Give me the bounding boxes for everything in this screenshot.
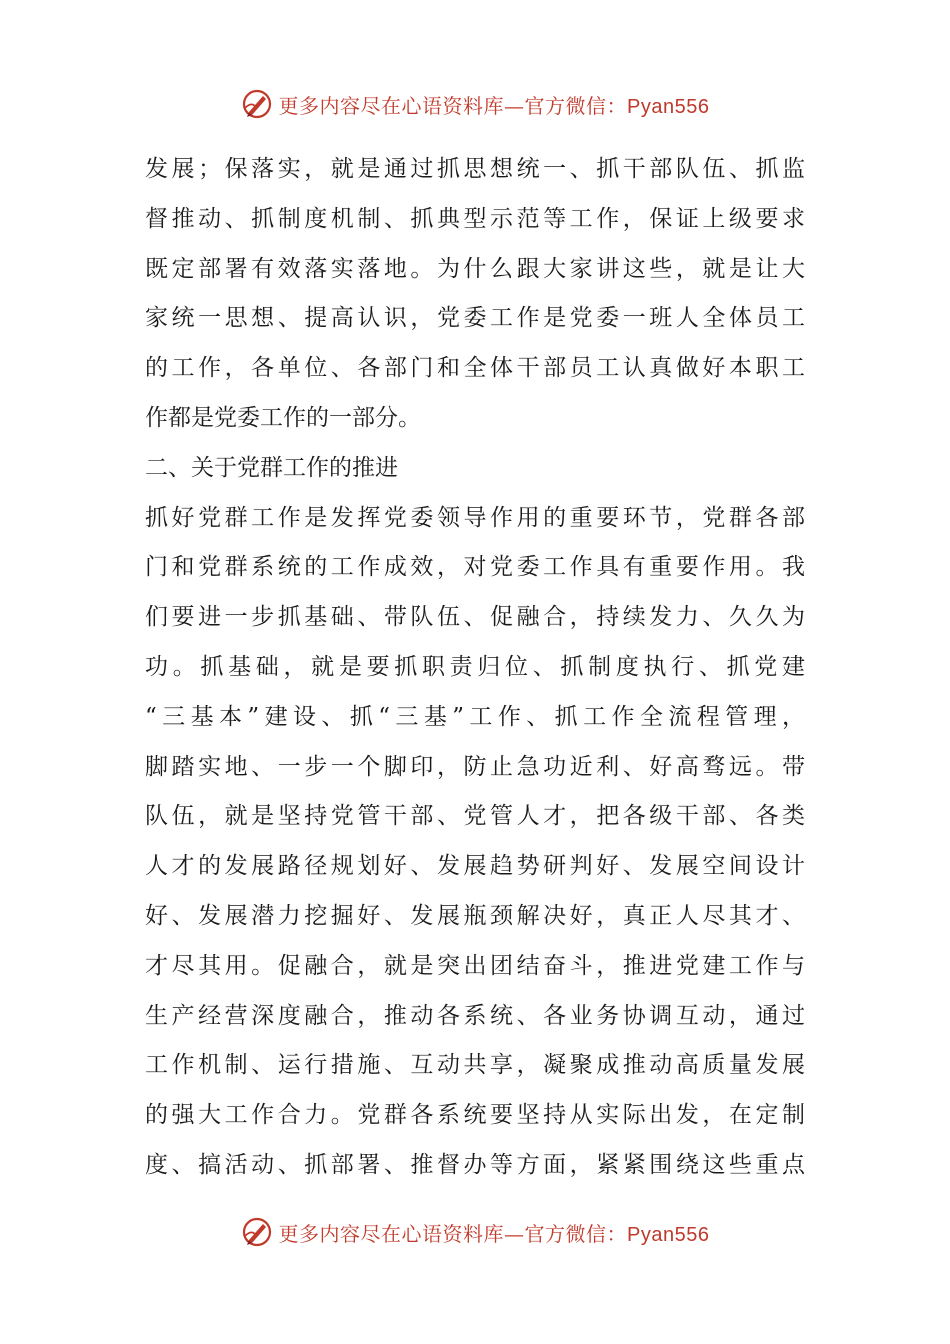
body-line: 好、发展潜力挖掘好、发展瓶颈解决好，真正人尽其才、 — [145, 902, 805, 929]
header-banner — [0, 84, 950, 124]
pen-logo-icon — [241, 1216, 273, 1248]
header-banner-wechat-label: 官方微信： — [524, 93, 628, 118]
pen-logo-icon — [241, 88, 273, 120]
body-line: 发展；保落实，就是通过抓思想统一、抓干部队伍、抓监 — [145, 156, 805, 182]
body-line: 生产经营深度融合，推动各系统、各业务协调互动，通过 — [145, 1002, 805, 1029]
body-line: 抓好党群工作是发挥党委领导作用的重要环节，党群各部 — [145, 504, 805, 531]
footer-banner-wechat-label: 官方微信： — [524, 1221, 628, 1246]
body-line: 家统一思想、提高认识，党委工作是党委一班人全体员工 — [145, 305, 805, 332]
body-line: 度、搞活动、抓部署、推督办等方面，紧紧围绕这些重点 — [145, 1151, 805, 1178]
header-banner-prefix: 更多内容尽在心语资料库 — [278, 93, 505, 118]
body-line: 的强大工作合力。党群各系统要坚持从实际出发，在定制 — [145, 1102, 805, 1129]
body-line: 才尽其用。促融合，就是突出团结奋斗，推进党建工作与 — [145, 952, 805, 979]
footer-banner-wechat-id: Pyan556 — [627, 1223, 710, 1246]
body-line: 既定部署有效落实落地。为什么跟大家讲这些，就是让大 — [145, 255, 805, 282]
body-line: 的工作，各单位、各部门和全体干部员工认真做好本职工 — [145, 355, 805, 382]
body-line: 督推动、抓制度机制、抓典型示范等工作，保证上级要求 — [145, 205, 805, 232]
header-banner-text — [279, 90, 710, 119]
body-line: 功。抓基础，就是要抓职责归位、抓制度执行、抓党建 — [145, 653, 805, 680]
body-line: “三基本”建设、抓“三基”工作、抓工作全流程管理， — [145, 703, 805, 730]
footer-banner-dash: — — [504, 1221, 525, 1246]
footer-banner-prefix: 更多内容尽在心语资料库 — [278, 1221, 505, 1246]
body-line: 门和党群系统的工作成效，对党委工作具有重要作用。我 — [145, 554, 805, 581]
section-heading: 二、关于党群工作的推进 — [145, 454, 398, 481]
body-line: 脚踏实地、一步一个脚印，防止急功近利、好高骛远。带 — [145, 753, 805, 780]
body-line: 作都是党委工作的一部分。 — [145, 404, 421, 431]
body-line: 人才的发展路径规划好、发展趋势研判好、发展空间设计 — [145, 853, 805, 880]
header-banner-dash: — — [504, 93, 525, 118]
footer-banner — [0, 1212, 950, 1252]
body-line: 队伍，就是坚持党管干部、党管人才，把各级干部、各类 — [145, 803, 805, 830]
document-body — [145, 145, 805, 1191]
header-banner-wechat-id: Pyan556 — [627, 95, 710, 118]
body-line: 工作机制、运行措施、互动共享，凝聚成推动高质量发展 — [145, 1052, 805, 1079]
body-line: 们要进一步抓基础、带队伍、促融合，持续发力、久久为 — [145, 604, 805, 631]
footer-banner-text — [279, 1218, 710, 1247]
